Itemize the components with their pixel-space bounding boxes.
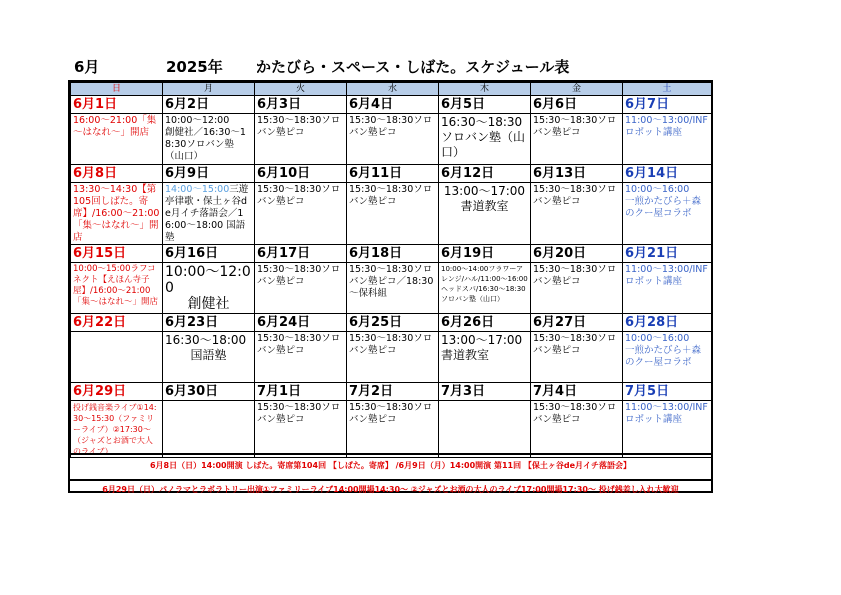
day-cell [255,314,347,383]
day-event [165,184,252,244]
day-cell [531,314,623,383]
day-date: 6月24日 [255,314,346,332]
day-date: 6月22日 [71,314,162,332]
day-cell [163,96,255,165]
day-event: 国語塾 [190,348,227,362]
day-date: 6月21日 [623,245,711,263]
day-cell [71,165,163,245]
day-date: 6月11日 [347,165,438,183]
day-event: 11:00～13:00/INFロボット講座 [625,402,708,425]
day-date: 6月28日 [623,314,711,332]
day-event: 創健社 [187,296,230,312]
year-label: 2025年 [166,58,223,76]
day-event: 10:00～12:00 [165,115,230,126]
weekday-wed: 水 [347,83,439,96]
day-event: 15:30～18:30ソロバン塾ピコ [257,264,341,287]
day-event: 15:30～18:30ソロバン塾ピコ [349,115,433,138]
day-date: 6月10日 [255,165,346,183]
day-event: 10:00～16:00 [625,333,690,344]
day-date: 6月14日 [623,165,711,183]
week-row [71,383,712,458]
day-cell [439,314,531,383]
day-cell [439,96,531,165]
day-date: 7月2日 [347,383,438,401]
day-cell [255,383,347,458]
day-event: 投げ銭音楽ライブ①14:30～15:30（ファミリーライブ）②17:30～（ジャズとお酒で大人のライブ） [73,403,157,456]
week-row [71,96,712,165]
day-date: 6月1日 [71,96,162,114]
day-event: 書道教室 [460,199,509,213]
day-date: 6月8日 [71,165,162,183]
week-row [71,245,712,314]
day-date: 7月3日 [439,383,530,401]
month-label: 6月 [74,58,100,76]
day-cell [163,245,255,314]
day-event: 15:30～18:30ソロバン塾ピコ [349,333,433,356]
day-cell [71,96,163,165]
day-cell [347,314,439,383]
day-cell [255,165,347,245]
day-date: 6月16日 [163,245,254,263]
day-cell [347,383,439,458]
day-cell [439,383,531,458]
day-date: 7月1日 [255,383,346,401]
day-event: 一煎かたびら＋森のクー屋コラボ [625,345,702,368]
day-date: 6月30日 [163,383,254,401]
page-title: かたびら・スペース・しばた。スケジュール表 [256,58,570,76]
day-event: 15:30～18:30ソロバン塾ピコ [349,184,433,207]
day-cell [71,383,163,458]
day-date: 6月3日 [255,96,346,114]
day-cell [71,245,163,314]
day-date: 6月15日 [71,245,162,263]
day-event: 15:30～18:30ソロバン塾ピコ [533,402,617,425]
schedule-sheet [68,80,713,493]
day-event: 10:00～16:00 [625,184,690,195]
day-cell [623,165,712,245]
day-date: 6月23日 [163,314,254,332]
day-date: 6月26日 [439,314,530,332]
day-cell [623,314,712,383]
day-event: 15:30～18:30ソロバン塾ピコ [257,333,341,356]
day-cell [347,245,439,314]
day-event: 創健社／16:30～18:30ソロバン塾（山口） [165,127,246,162]
day-date: 6月6日 [531,96,622,114]
day-cell [163,383,255,458]
day-event: 10:00～14:00フラワーアレンジ/ハル/11:00～16:00ヘッドスパ/16:30～18:30ソロバン塾（山口） [441,265,528,303]
day-date: 6月5日 [439,96,530,114]
day-event: 16:00～21:00「集～はなれ～」開店 [73,115,157,138]
day-cell [163,165,255,245]
day-cell [531,165,623,245]
day-cell [623,245,712,314]
day-date: 6月2日 [163,96,254,114]
day-date: 6月20日 [531,245,622,263]
day-event: 13:00～17:00 [443,184,526,198]
day-date: 6月25日 [347,314,438,332]
day-event: 15:30～18:30ソロバン塾ピコ [533,115,617,138]
week-row [71,165,712,245]
day-event: 15:30～18:30ソロバン塾ピコ [533,264,617,287]
day-event-time: 14:00～15:00 [165,184,230,195]
day-date: 6月12日 [439,165,530,183]
day-event: 15:30～18:30ソロバン塾ピコ [533,333,617,356]
day-cell [531,383,623,458]
day-cell [439,165,531,245]
notes-divider [70,453,711,455]
day-cell [531,96,623,165]
day-event: 13:30～14:30【第105回しばた。寄席】/16:00～21:00「集～はなれ～」開店 [73,184,160,243]
day-event: 15:30～18:30ソロバン塾ピコ [257,402,341,425]
weekday-thu: 木 [439,83,531,96]
day-event: 11:00～13:00/INFロボット講座 [625,115,708,138]
day-event: 15:30～18:30ソロバン塾ピコ [257,184,341,207]
day-event: 10:00～15:00ラフコネクト【えほん寺子屋】/16:00～21:00「集～はなれ～」開店 [73,264,159,307]
day-date: 6月27日 [531,314,622,332]
weekday-mon: 月 [163,83,255,96]
day-event: 15:30～18:30ソロバン塾ピコ [257,115,341,138]
day-event: 16:30～18:30ソロバン塾（山口） [441,115,526,159]
day-cell [255,245,347,314]
day-event: 一煎かたびら＋森のクー屋コラボ [625,196,702,219]
day-date: 7月4日 [531,383,622,401]
day-cell [163,314,255,383]
day-date: 6月19日 [439,245,530,263]
weekday-sun: 日 [71,83,163,96]
day-cell [255,96,347,165]
week-row [71,314,712,383]
day-event: 15:30～18:30ソロバン塾ピコ [533,184,617,207]
day-cell [531,245,623,314]
calendar-table [70,82,712,458]
day-date: 6月17日 [255,245,346,263]
day-event: 15:30～18:30ソロバン塾ピコ／18:30～保科組 [349,264,434,299]
day-cell [347,165,439,245]
day-date: 6月18日 [347,245,438,263]
day-date: 6月7日 [623,96,711,114]
day-event: 13:00～17:00 [441,333,523,347]
day-cell [347,96,439,165]
day-event: 15:30～18:30ソロバン塾ピコ [349,402,433,425]
day-cell [623,96,712,165]
weekday-sat: 土 [623,83,712,96]
day-event: 11:00～13:00/INFロボット講座 [625,264,708,287]
weekday-tue: 火 [255,83,347,96]
day-date: 6月9日 [163,165,254,183]
weekday-header-row [71,83,712,96]
weekday-fri: 金 [531,83,623,96]
event-note-2: 6月29日（日）パノラマとラボラトリー出演①ファミリーライブ14:00開場14:30～ ②ジャズとお酒の大人のライブ17:00開場17:30～ 投げ銭差し入れ大歓迎 [70,479,711,495]
day-cell [623,383,712,458]
day-date: 6月13日 [531,165,622,183]
day-date: 6月4日 [347,96,438,114]
day-date: 6月29日 [71,383,162,401]
day-cell [439,245,531,314]
day-event: 10:00～12:00 [165,264,251,296]
event-note-1: 6月8日（日）14:00開演 しばた。寄席第104回 【しばた。寄席】 /6月9日（月）14:00開演 第11回 【保土ヶ谷de月イチ落語会】 [149,461,632,470]
day-event: 書道教室 [441,348,490,362]
day-date: 7月5日 [623,383,711,401]
day-event: 16:30～18:00 [165,333,247,347]
day-cell [71,314,163,383]
day-event-text: 三遊亭律歌・保土ヶ谷de月イチ落語会／16:00～18:00 国語塾 [165,184,249,243]
